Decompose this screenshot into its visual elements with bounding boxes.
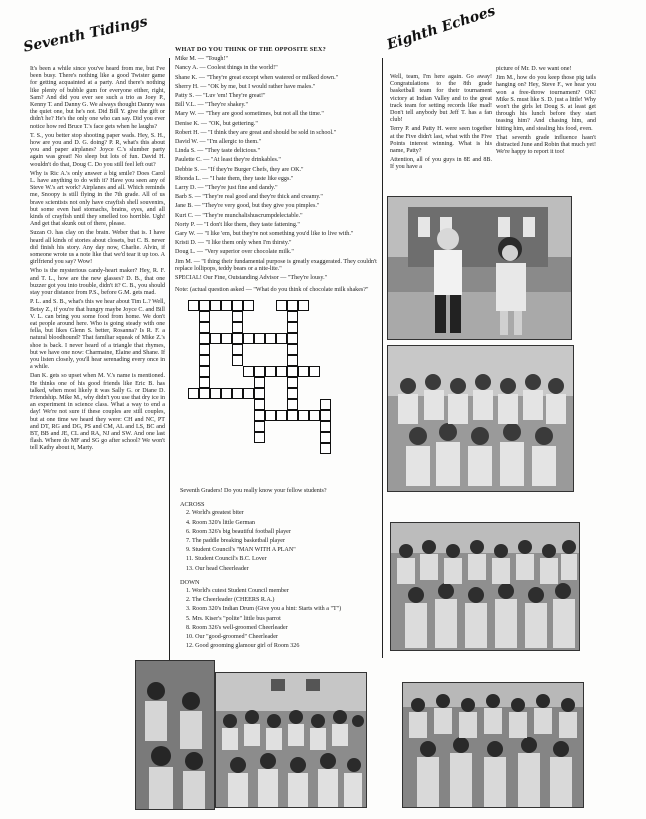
crossword-cell (265, 333, 276, 344)
crossword-cell (221, 388, 232, 399)
crossword-cell (276, 366, 287, 377)
survey-response: Norty P. — "I don't like them, they taste fattening." (175, 221, 300, 228)
survey-response: Linda S. — "They taste delicious." (175, 148, 261, 155)
crossword-cell (199, 355, 210, 366)
crossword-cell (320, 410, 331, 421)
crossword-cell (232, 388, 243, 399)
photo-bottom-middle-class (215, 672, 367, 808)
crossword-cell (210, 333, 221, 344)
crossword-title: Seventh Graders! Do you really know your fellow students? (180, 488, 327, 494)
eighth-echoes-title: Eighth Echoes (385, 3, 498, 54)
left-paragraph: T. S., you better stop shooting paper wads. Hey, S. H., how are you and D. G. doing? P. R, what's this about you and paper airplanes? Joyce C.'s slumber party again was great! No sleep but lots of fun. David H. wouldn't do that, Doug C. Do you still feel left out? (30, 132, 165, 168)
left-paragraph: Who is the mysterious candy-heart maker? Hey, R. F. and T. L., how are the new glasses? D. B., that one buzzer got you into trouble, didn't it? C. B., you should stay your distance from P.S., before G.M. gets mad. (30, 268, 165, 297)
right-column-text (390, 74, 492, 202)
survey-response: Mary W. — "They are good sometimes, but not all the time." (175, 111, 324, 118)
photo-bottom-left-group (135, 660, 215, 810)
crossword-cell (309, 410, 320, 421)
crossword-cell (254, 421, 265, 432)
right-paragraph: That seventh grade influence hasn't distracted June and Robin that much yet! We're happy to report it too! (496, 134, 596, 156)
crossword-cell (243, 300, 254, 311)
down-clue: 3. Room 320's Indian Drum (Give you a hint: Starts with a "T") (186, 606, 342, 613)
across-clue: 2. World's greatest biter (186, 510, 244, 517)
crossword-cell (276, 300, 287, 311)
column-divider (169, 58, 170, 758)
right-paragraph: Terry P. and Patty H. were seen together at the Five didn't last, what with the Five Points interest winning. What is his name, Patty? (390, 126, 492, 155)
across-label: ACROSS (180, 501, 205, 509)
crossword-cell (254, 432, 265, 443)
survey-response: Denise K. — "OK, but gettering." (175, 120, 258, 127)
crossword-cell (243, 366, 254, 377)
across-clue: 13. Our head Cheerleader (186, 565, 249, 572)
crossword-cell (276, 333, 287, 344)
survey-response: Mike M. — "Tough!" (175, 56, 228, 63)
survey-response: Debbie S. — "If they're Burger Chefs, they are OK." (175, 166, 304, 173)
right-paragraph: picture of Mr. D. we want one! (496, 66, 572, 72)
right-column-text-b (496, 66, 596, 198)
survey-response: Robert H. — "I think they are great and should be sold in school." (175, 129, 337, 136)
crossword-cell (254, 399, 265, 410)
crossword-cell (265, 410, 276, 421)
crossword-cell (221, 300, 232, 311)
across-clue: 4. Room 320's little German (186, 519, 255, 526)
right-paragraph: Attention, all of you guys in 8E and 8B. If you have a (390, 157, 492, 171)
down-clue: 1. World's cutest Student Council member (186, 588, 289, 595)
crossword-cell (221, 333, 232, 344)
crossword-cell (287, 333, 298, 344)
survey-response: SPECIAL! Our Fine, Outstanding Advisor — "They're lousy." (175, 275, 328, 282)
crossword-cell (287, 344, 298, 355)
crossword-cell (199, 322, 210, 333)
down-clue: 12. Good grooming glamour girl of Room 326 (186, 643, 300, 650)
survey-response: Shane K. — "They're great except when watered or milked down." (175, 74, 339, 81)
right-paragraph: Jim M., how do you keep those pig tails hanging on? Hey, Steve F., we hear you won a free-throw tournament? OK! Mike S. must like S. D. just a little! Why won't the girls let Doug S. at least get through his lunch before they start teasing him? And chasing him, and hitting him, and stealing his food, even. (496, 75, 596, 132)
across-clue: 11. Student Council's B.C. Lover (186, 556, 267, 563)
down-clue: 2. The Cheerleader (CHEERS R.A.) (186, 597, 275, 604)
survey-response: Nancy A. — Coolest things in the world!" (175, 65, 278, 72)
crossword-cell (232, 333, 243, 344)
left-paragraph: It's been a while since you've heard from me, but I've been busy. There's nothing like a good Twister game for getting acquainted at a party. And there's nothing like plenty of bubble gum for everyone either, right, Sam? And did you ever see such a trio as Joey P., Kenny T. and Danny G. We always thought Danny was the quiet one, but he's not. Did Bill Y. give the gift or didn't he? He's the only one who can say. Did you ever notice how red Bruce T.'s face gets when he laughs? (30, 66, 165, 130)
survey-response: Patty S. — "Luv 'em! They're great!" (175, 93, 266, 100)
crossword-cell (188, 388, 199, 399)
survey-response: Kurt C. — "They're munchalishuscrumpdelectable." (175, 212, 303, 219)
crossword-cell (287, 388, 298, 399)
crossword-cell (232, 311, 243, 322)
crossword-cell (320, 421, 331, 432)
crossword-grid (188, 300, 378, 470)
survey-response: Paulette C. — "At least they're drinkables." (175, 157, 281, 164)
photo-girls-group (387, 345, 574, 492)
crossword-cell (276, 410, 287, 421)
photo-boys-group (390, 522, 580, 651)
left-column (30, 66, 165, 756)
left-paragraph: P. L. and S. B., what's this we hear about Tim L.? Well, Betsy Z., if you're that hungry maybe Joyce C. and Bill V. L. can bring you some food from home. We don't eat people around here. Who is going steady with one fella, but likes Glenn S. better, Rosanna? Is R. F. a natural bloodhound? That familiar squeak of Mike Z.'s shoe is back. I never heard of a triangle that rhymes, but we have one now: Charmaine, Elaine and Shane. If you listen closely, you'll hear serenading every once in a while. (30, 299, 165, 371)
crossword-cell (199, 300, 210, 311)
crossword-cell (254, 366, 265, 377)
crossword-cell (287, 366, 298, 377)
crossword-cell (298, 410, 309, 421)
survey-response: Jane B. — "They're very good, but they give you pimples." (175, 203, 320, 210)
across-clue: 9. Student Council's "MAN WITH A PLAN" (186, 547, 296, 554)
crossword-cell (188, 300, 199, 311)
crossword-cell (265, 366, 276, 377)
crossword-cell (309, 366, 320, 377)
crossword-cell (199, 366, 210, 377)
crossword-cell (232, 355, 243, 366)
crossword-cell (287, 311, 298, 322)
crossword-cell (287, 322, 298, 333)
crossword-cell (210, 300, 221, 311)
crossword-cell (243, 388, 254, 399)
crossword-cell (199, 344, 210, 355)
crossword-cell (287, 377, 298, 388)
crossword-cell (287, 355, 298, 366)
crossword-cell (232, 344, 243, 355)
crossword-cell (254, 388, 265, 399)
crossword-cell (298, 300, 309, 311)
crossword-cell (210, 388, 221, 399)
photo-bottom-right-group (402, 682, 584, 808)
survey-response: Larry D. — "They're just fine and dandy." (175, 185, 278, 192)
crossword-cell (243, 333, 254, 344)
crossword-cell (254, 410, 265, 421)
survey-response: Rhonda L. — "I hate them, they taste like eggs." (175, 175, 294, 182)
crossword-cell (320, 399, 331, 410)
crossword-cell (287, 300, 298, 311)
right-paragraph: Well, team, I'm here again. Go away! Congratulations to the 8th grade basketball team for their tournament victory at Indian Valley and to the great track team for setting records like mad! Don't tell anybody but Jeff T. has a fan club! (390, 74, 492, 124)
down-clue: 5. Mrs. Kiser's "polite" little bus parrot (186, 615, 281, 622)
column-divider (382, 58, 383, 658)
survey-response: Sherry H. — "OK by me, but I would rather have males." (175, 83, 316, 90)
crossword-clues (180, 488, 380, 650)
left-paragraph: Why is Ric A.'s only answer a big smile? Does Carol L. have anything to do with it? Have you seen any of Steve W.'s art work? Airplanes and all. Which reminds me, Snoopy is still flying in the 7th grade. All of us brave scientists not only have crayfish shell souvenirs, but some even had stomachs, brains, eyes, and all kinds of crayfish until they smelled too horrible. Ugh! And get that skunk out of there, please. (30, 170, 165, 228)
crossword-cell (254, 333, 265, 344)
crossword-cell (199, 333, 210, 344)
survey-note: Note: (actual question asked — "What do you think of chocolate milk shakes?" (175, 287, 369, 294)
crossword-cell (199, 377, 210, 388)
crossword-cell (320, 443, 331, 454)
left-paragraph: Suzan O. has clay on the brain. Weber that is. I have heard all kinds of stories about closets, but C. B. never did finish his story. Any day now, Charlie. Alvin, if someone wrote us a note like that we'd tear it up too. A girlfriend you say? Wow! (30, 230, 165, 266)
down-clue: 10. Our "good-groomed" Cheerleader (186, 634, 278, 641)
survey-response: Gary W. — "I like 'em, but they're not something you'd like to live with." (175, 231, 354, 238)
survey-response: Kristi D. — "I like them only when I'm thirsty." (175, 240, 292, 247)
survey-response: Barb S. — "They're real good and they're thick and creamy." (175, 194, 323, 201)
survey-response: Doug L. — "Very superior over chocolate milk." (175, 249, 294, 256)
survey-response: David W. — "I'm allergic to them." (175, 139, 262, 146)
across-clue: 7. The paddle breaking basketball player (186, 538, 286, 545)
left-paragraph: Dan K. gets so upset when M. V.'s name is mentioned. He thinks one of his good friends like Eric B. has talked, when most likely it was Sally G. or Diane D. Friendship. Mike M., why didn't you use that dry ice in an experiment in science class. What a way to end a day! We're not sure if these couples are still couples, but at one time we heard they were: CH and NC, PT and DT, RG and DG, PS and CM, AL and LS, BC and BT, BB and JE, CL and RA, NJ and SW. And one last flash. Where do MF and SG go after school? We won't tell Kathy about it, Marty. (30, 373, 165, 452)
crossword-cell (232, 300, 243, 311)
crossword-cell (199, 388, 210, 399)
crossword-cell (254, 377, 265, 388)
down-clue: 8. Room 326's well-groomed Cheerleader (186, 624, 288, 631)
crossword-cell (298, 366, 309, 377)
photo-couple-standing (387, 196, 572, 340)
crossword-cell (232, 322, 243, 333)
survey-heading: WHAT DO YOU THINK OF THE OPPOSITE SEX? (175, 46, 326, 53)
survey-response: Jim M. — "I thing their fundamental purpose is greatly exaggerated. They couldn't replace lollipops, teddy bears or a nite-lite." (175, 258, 377, 272)
crossword-cell (287, 399, 298, 410)
crossword-cell (287, 410, 298, 421)
crossword-cell (199, 311, 210, 322)
survey-response: Bill V.L. — "They're shakey." (175, 102, 248, 109)
seventh-tidings-title: Seventh Tidings (22, 13, 150, 56)
down-label: DOWN (180, 578, 200, 586)
crossword-cell (320, 432, 331, 443)
across-clue: 6. Room 326's big beautiful football player (186, 528, 291, 535)
